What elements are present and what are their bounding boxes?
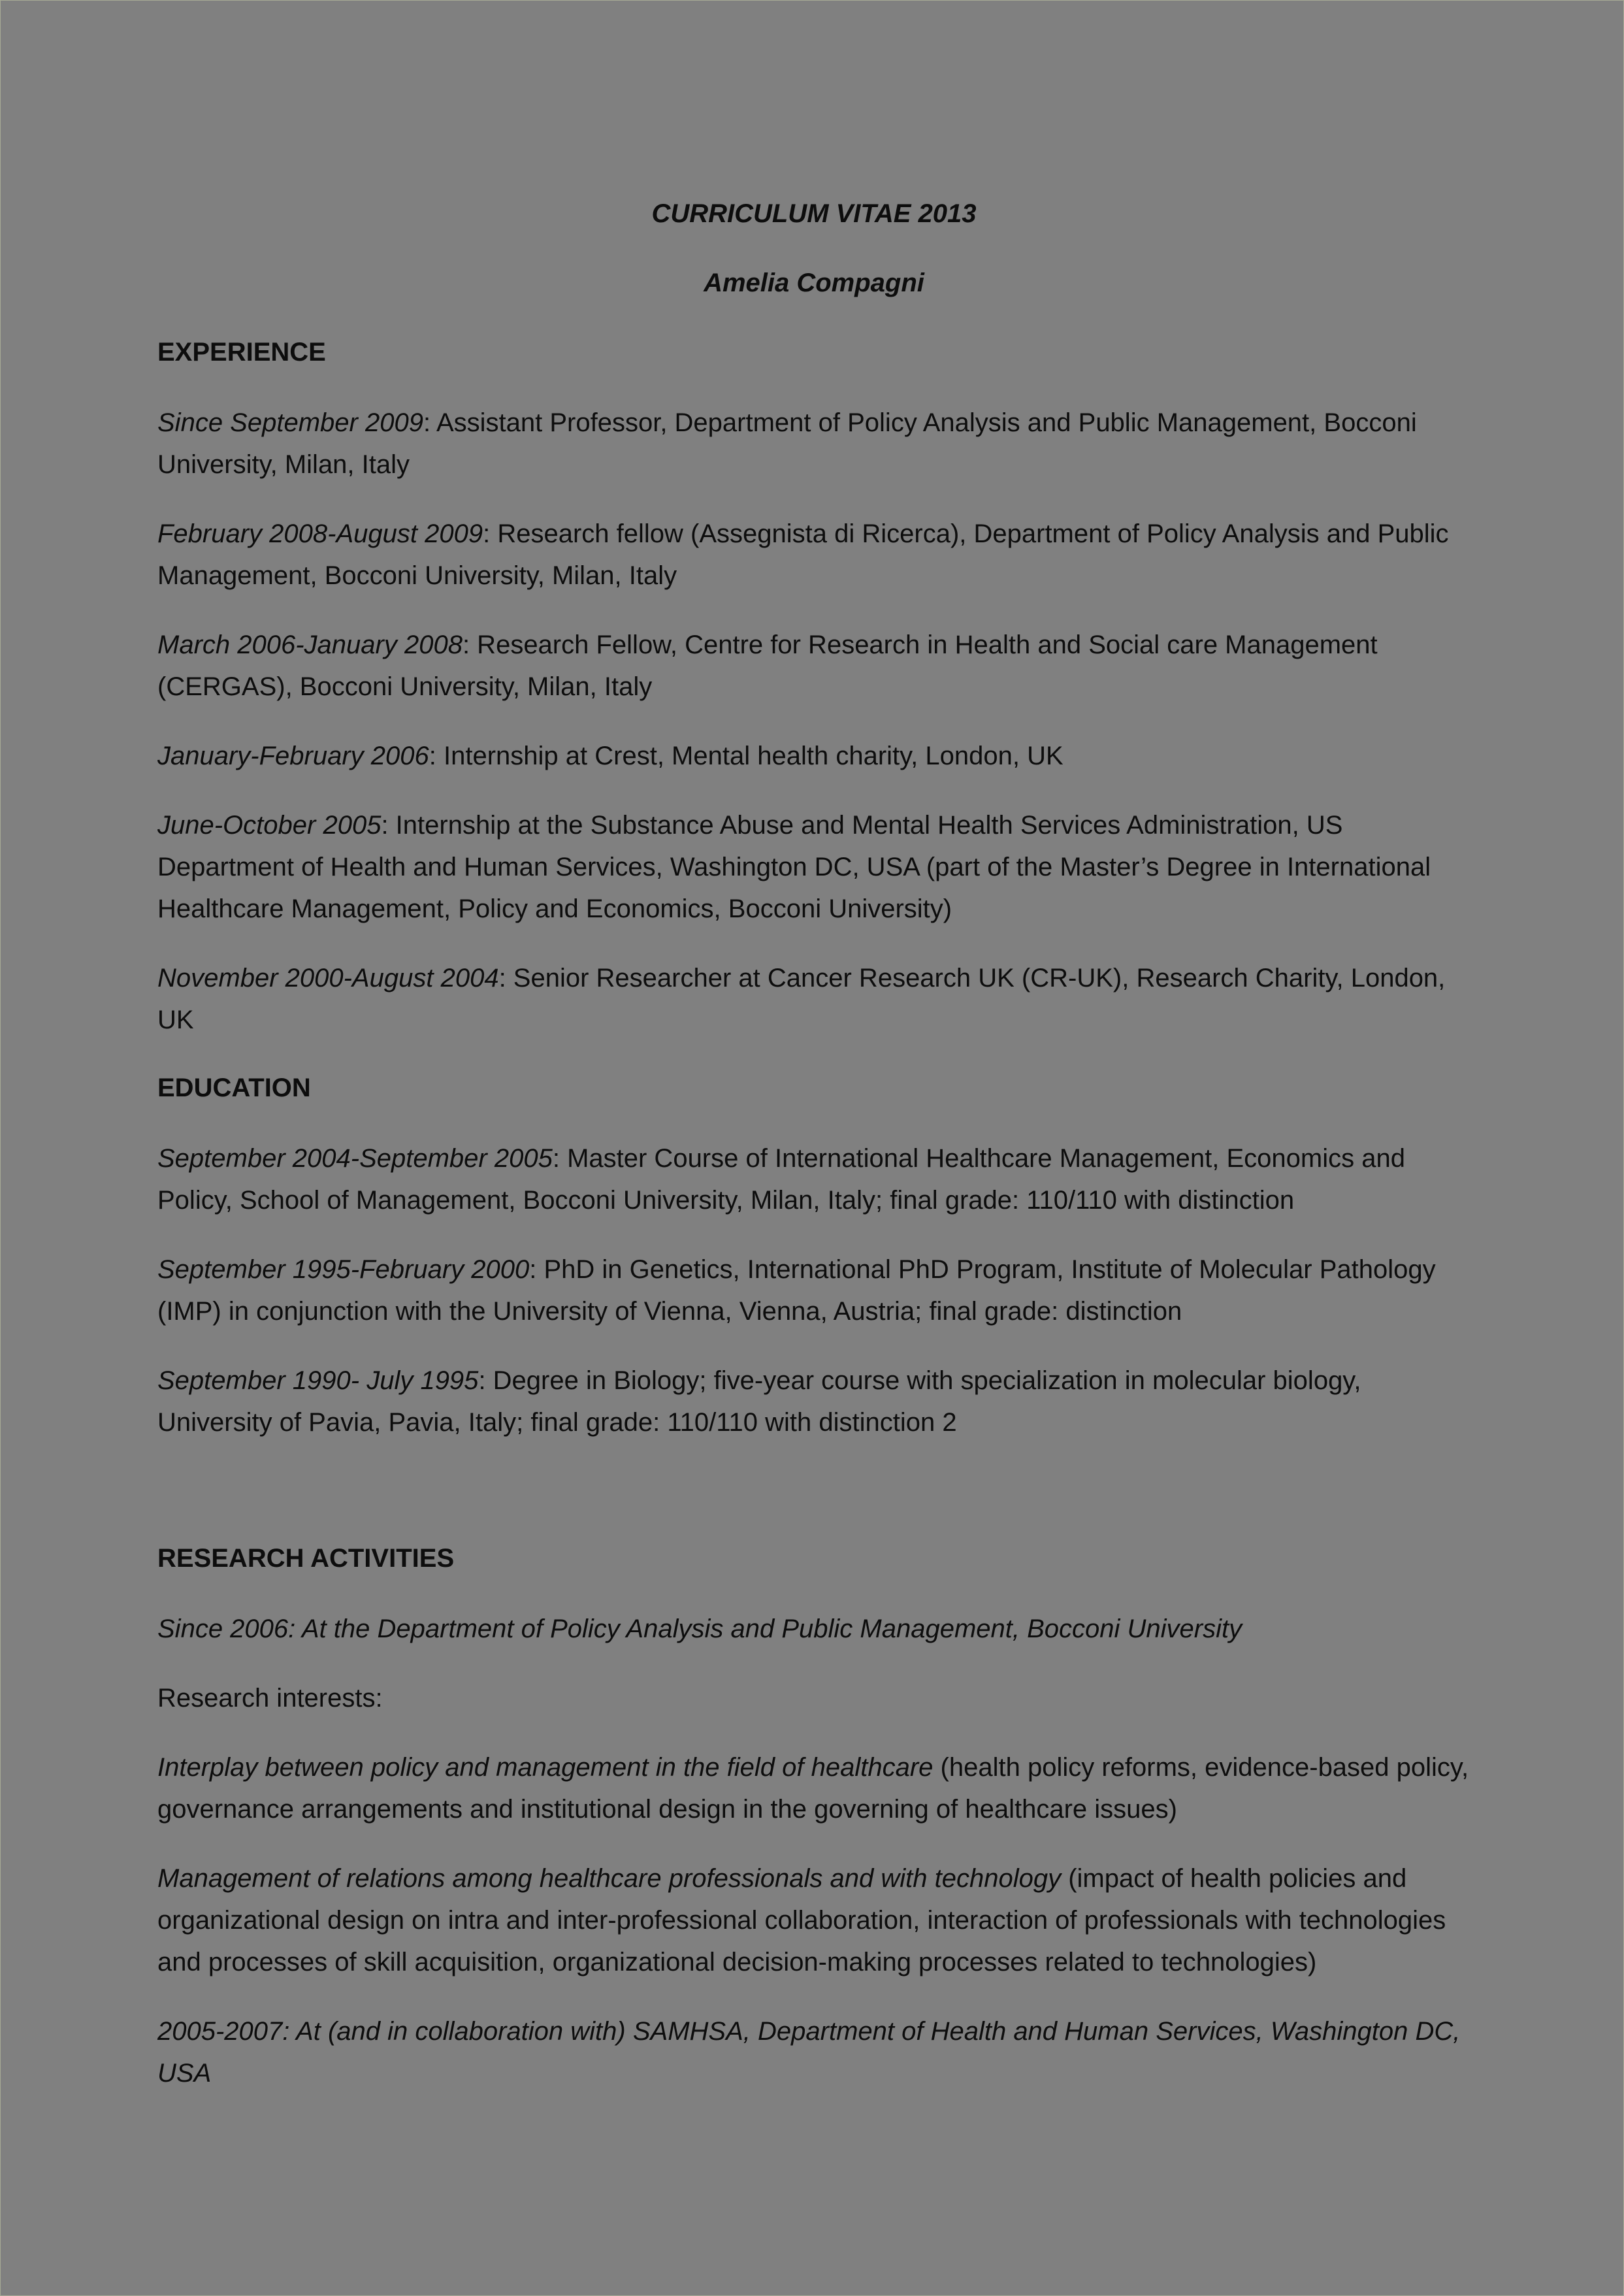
education-item (157, 1138, 1470, 1221)
research-since (157, 1608, 1470, 1650)
experience-item (157, 804, 1470, 930)
experience-text: : Research Fellow, Centre for Research in Health and Social care Management (CERGAS), Bocconi University, Milan, Italy (157, 631, 1378, 701)
experience-item (157, 735, 1470, 777)
research-interests-label: Research interests: (157, 1684, 383, 1713)
experience-item (157, 402, 1470, 485)
experience-item (157, 513, 1470, 597)
education-item (157, 1360, 1470, 1443)
experience-date: February 2008-August 2009 (157, 519, 483, 548)
education-heading: EDUCATION (157, 1074, 311, 1102)
education-item (157, 1249, 1470, 1332)
research-interest-title: Management of relations among healthcare professionals and with technology (157, 1864, 1062, 1893)
education-text: : PhD in Genetics, International PhD Program, Institute of Molecular Pathology (IMP) in conjunction with the University of Vienna, Vienna, Austria; final grade: distinction (157, 1255, 1436, 1326)
cv-content (157, 194, 1470, 2122)
education-text: : Degree in Biology; five-year course with specialization in molecular biology, University of Pavia, Pavia, Italy; final grade: 110/110 with distinction 2 (157, 1366, 1361, 1437)
experience-text: : Assistant Professor, Department of Policy Analysis and Public Management, Bocconi University, Milan, Italy (157, 408, 1417, 479)
experience-date: November 2000-August 2004 (157, 964, 499, 992)
research-interest-item (157, 1747, 1470, 1830)
section-spacer (157, 1471, 1470, 1539)
experience-text: : Research fellow (Assegnista di Ricerca), Department of Policy Analysis and Public Management, Bocconi University, Milan, Italy (157, 519, 1449, 590)
education-date: September 1990- July 1995 (157, 1366, 479, 1395)
experience-heading: EXPERIENCE (157, 338, 326, 367)
research-interest-text: (health policy reforms, evidence-based policy, governance arrangements and institutional design in the governing of healthcare issues) (157, 1753, 1469, 1824)
research-heading: RESEARCH ACTIVITIES (157, 1544, 455, 1573)
cv-title: CURRICULUM VITAE 2013 (651, 199, 977, 228)
research-interest-title: Interplay between policy and management in the field of healthcare (157, 1753, 934, 1782)
experience-date: Since September 2009 (157, 408, 423, 437)
research-interest-item (157, 1858, 1470, 1983)
research-interest-text: (impact of health policies and organizational design on intra and inter-professional collaboration, interaction of professionals with technologies and processes of skill acquisition, organizational decision-making processes related to technologies) (157, 1864, 1446, 1976)
research-samhsa-text: 2005-2007: At (and in collaboration with) SAMHSA, Department of Health and Human Services, Washington DC, USA (157, 2017, 1461, 2088)
education-date: September 1995-February 2000 (157, 1255, 530, 1284)
research-samhsa (157, 2010, 1470, 2094)
experience-text: : Senior Researcher at Cancer Research UK (CR-UK), Research Charity, London, UK (157, 964, 1446, 1034)
experience-text: : Internship at Crest, Mental health charity, London, UK (429, 742, 1064, 770)
experience-date: March 2006-January 2008 (157, 631, 463, 659)
research-since-text: Since 2006: At the Department of Policy Analysis and Public Management, Bocconi University (157, 1615, 1242, 1643)
experience-date: June-October 2005 (157, 811, 382, 840)
experience-text: : Internship at the Substance Abuse and Mental Health Services Administration, US Department of Health and Human Services, Washington DC, USA (part of the Master’s Degree in International Healthcare Management, Policy and Economics, Bocconi University) (157, 811, 1431, 923)
education-date: September 2004-September 2005 (157, 1144, 553, 1173)
experience-date: January-February 2006 (157, 742, 429, 770)
cv-name: Amelia Compagni (704, 269, 924, 297)
experience-item (157, 624, 1470, 708)
education-text: : Master Course of International Healthcare Management, Economics and Policy, School of Management, Bocconi University, Milan, Italy; final grade: 110/110 with distinction (157, 1144, 1405, 1215)
experience-item (157, 957, 1470, 1041)
